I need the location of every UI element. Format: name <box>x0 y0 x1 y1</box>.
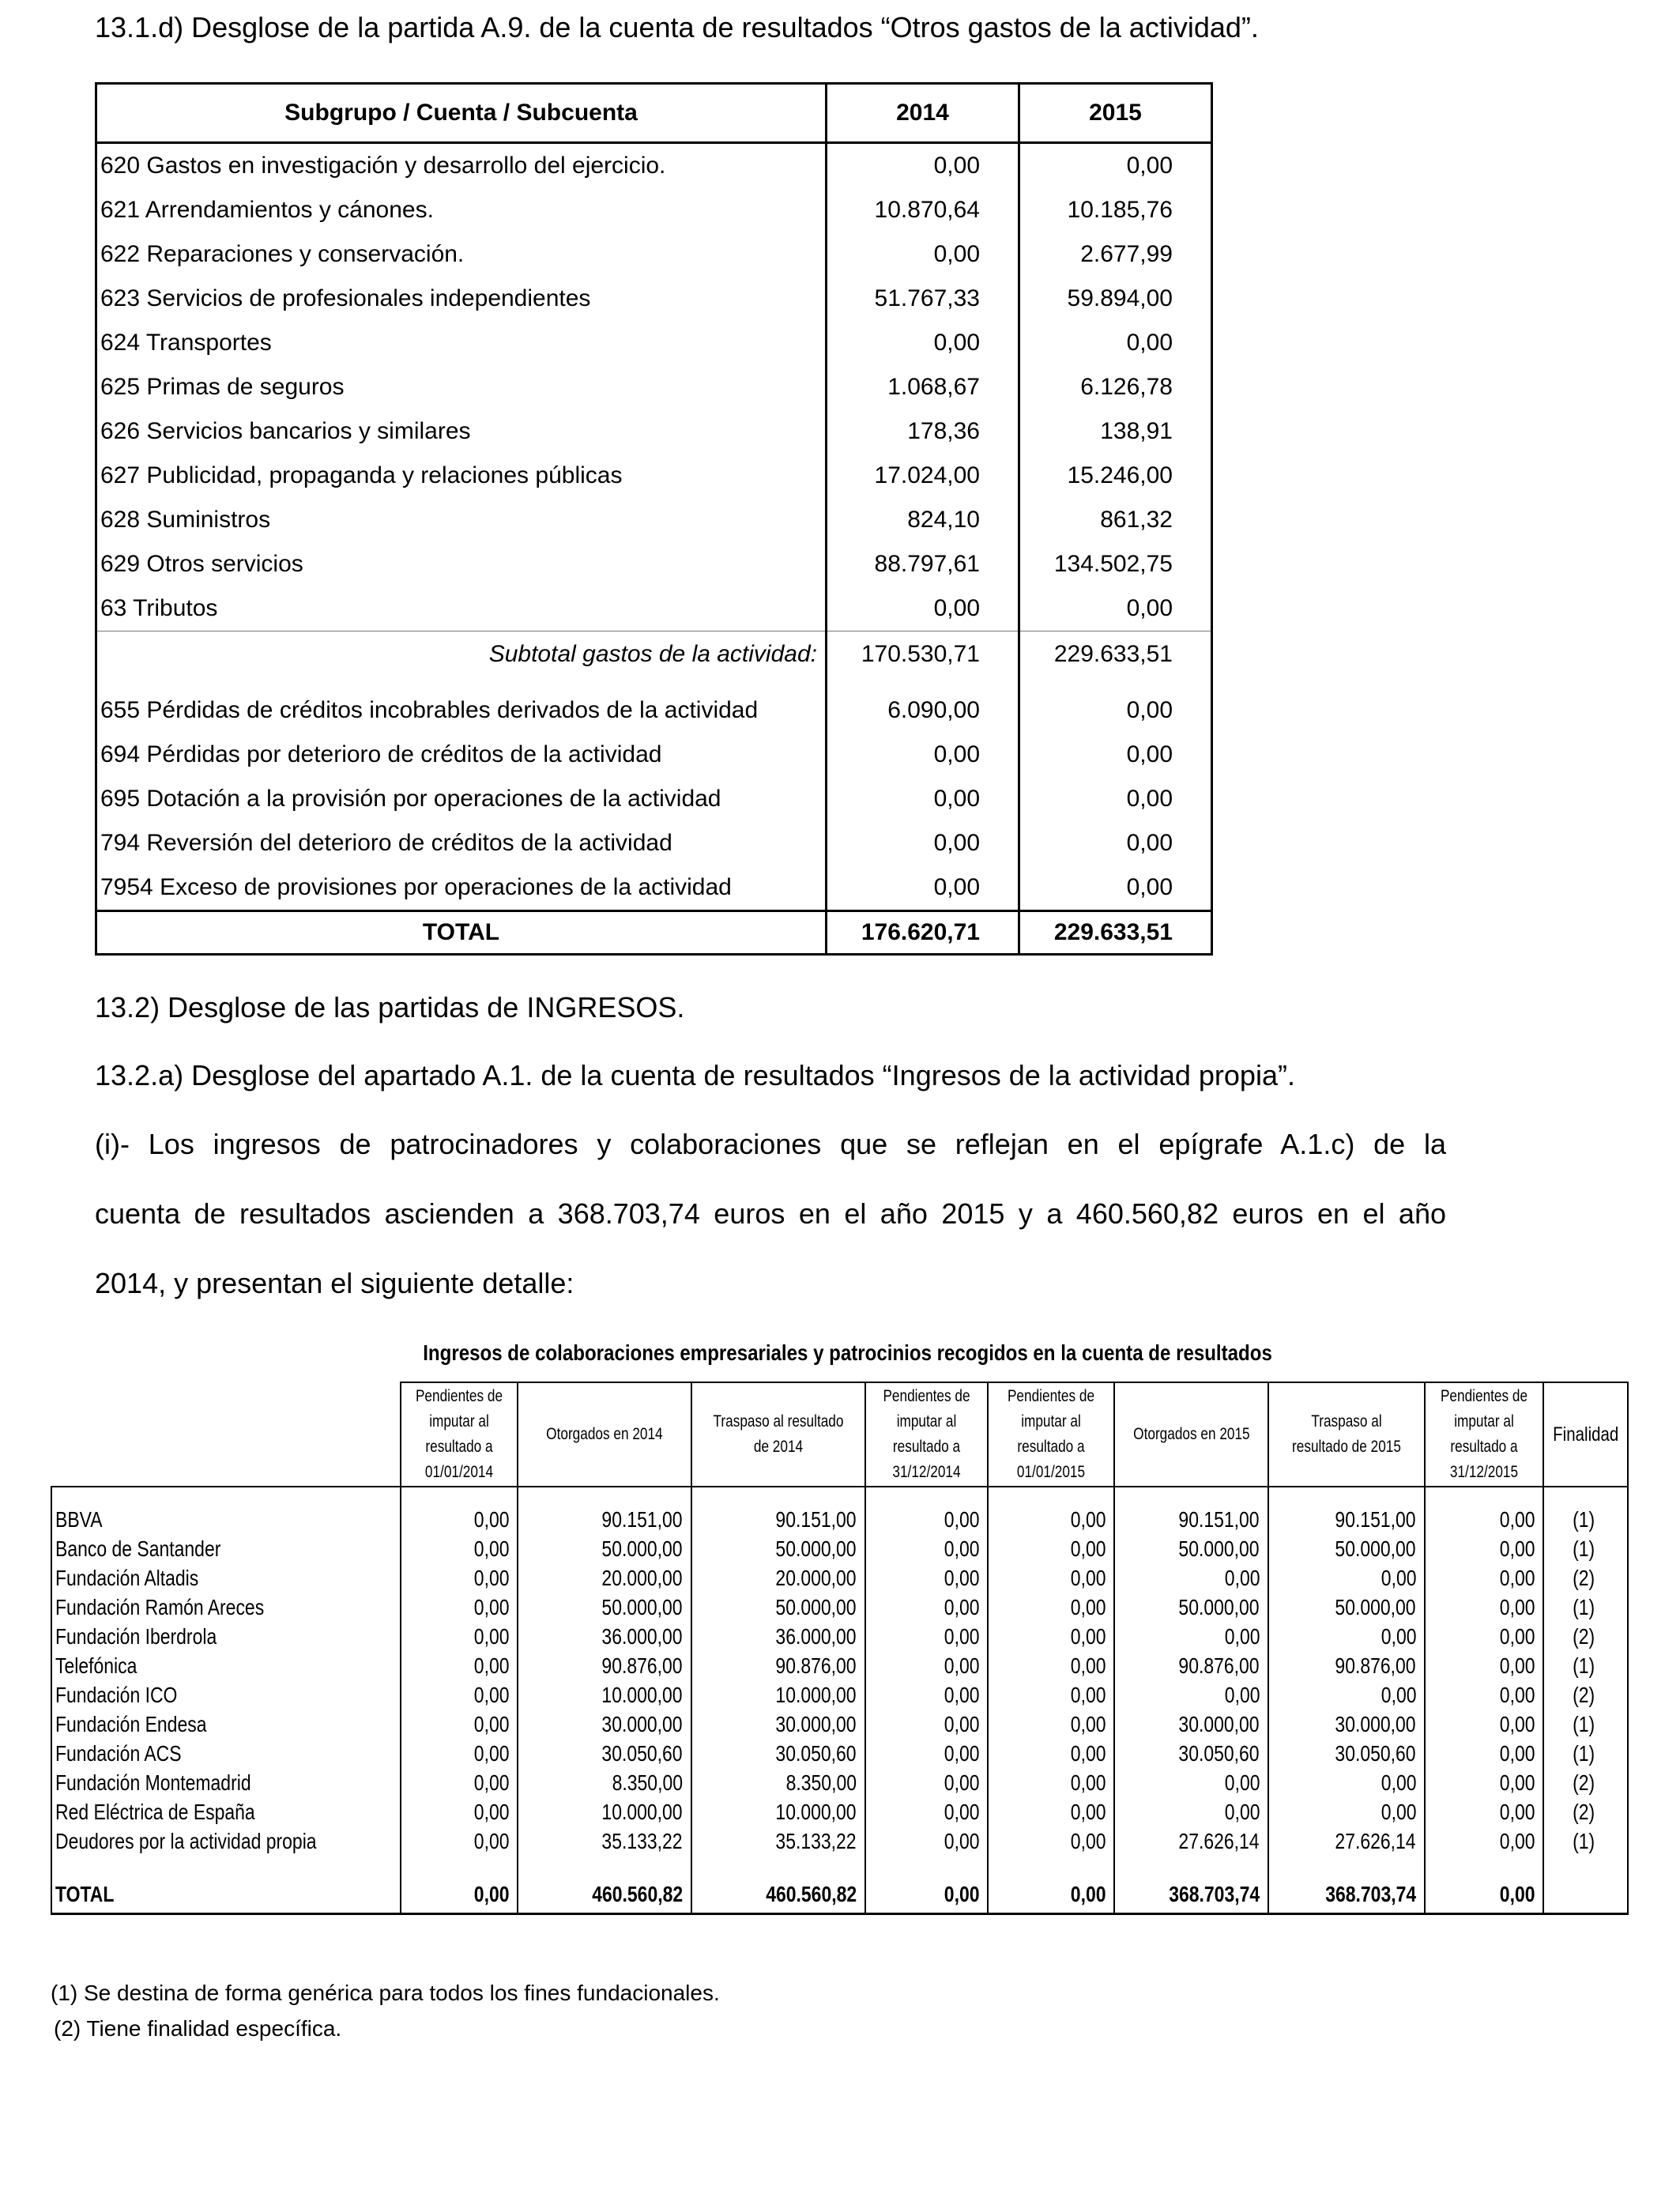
traspaso-2015-cell: 27.626,14 <box>1268 1826 1425 1856</box>
table-row <box>51 1680 1628 1710</box>
value-2014-cell: 88.797,61 <box>827 542 1019 586</box>
pendientes-01-01-2015-cell: 0,00 <box>988 1622 1114 1651</box>
header-traspaso-2015: Traspaso al resultado de 2015 <box>1268 1382 1425 1487</box>
spacer-cell <box>51 1856 401 1876</box>
paragraph-line: (i)- Los ingresos de patrocinadores y colaboraciones que se reflejan en el epígrafe A.1.c) de la <box>95 1128 1446 1160</box>
cuenta-cell: 655 Pérdidas de créditos incobrables derivados de la actividad <box>96 688 827 733</box>
header-empty <box>51 1382 401 1487</box>
otorgados-2014-cell: 90.151,00 <box>518 1505 691 1534</box>
table-row <box>96 365 1212 409</box>
finalidad-cell: (1) <box>1543 1593 1628 1622</box>
table-row <box>96 733 1212 777</box>
header-cuenta: Subgrupo / Cuenta / Subcuenta <box>96 84 827 143</box>
pendientes-01-01-2014-cell: 0,00 <box>401 1876 518 1914</box>
pendientes-01-01-2015-cell: 0,00 <box>988 1563 1114 1593</box>
pendientes-01-01-2015-cell: 0,00 <box>988 1680 1114 1710</box>
spacer-cell <box>1114 1856 1268 1876</box>
spacer-cell <box>1019 677 1212 688</box>
otorgados-2014-cell: 35.133,22 <box>518 1826 691 1856</box>
value-2015-cell: 0,00 <box>1019 733 1212 777</box>
table-header-row <box>51 1382 1628 1487</box>
table-row <box>96 277 1212 321</box>
otorgados-2014-cell: 36.000,00 <box>518 1622 691 1651</box>
pendientes-01-01-2015-cell: 0,00 <box>988 1797 1114 1826</box>
value-2015-cell: 229.633,51 <box>1019 911 1212 955</box>
otorgados-2014-cell: 8.350,00 <box>518 1768 691 1797</box>
pendientes-01-01-2015-cell: 0,00 <box>988 1826 1114 1856</box>
pendientes-31-12-2014-cell: 0,00 <box>865 1739 988 1768</box>
cuenta-cell: 626 Servicios bancarios y similares <box>96 409 827 454</box>
spacer-cell <box>988 1856 1114 1876</box>
footnote-1: (1) Se destina de forma genérica para todos los fines fundacionales. <box>51 1981 720 2005</box>
colaboraciones-table <box>51 1382 1629 1915</box>
pendientes-01-01-2014-cell: 0,00 <box>401 1826 518 1856</box>
traspaso-2014-cell: 10.000,00 <box>691 1797 865 1826</box>
traspaso-2014-cell: 90.151,00 <box>691 1505 865 1534</box>
value-2015-cell: 861,32 <box>1019 498 1212 542</box>
value-2015-cell: 15.246,00 <box>1019 454 1212 498</box>
spacer-cell <box>691 1487 865 1505</box>
spacer-row <box>51 1487 1628 1505</box>
pendientes-01-01-2014-cell: 0,00 <box>401 1651 518 1680</box>
pendientes-31-12-2015-cell: 0,00 <box>1425 1739 1543 1768</box>
pendientes-31-12-2014-cell: 0,00 <box>865 1768 988 1797</box>
traspaso-2014-cell: 50.000,00 <box>691 1593 865 1622</box>
spacer-cell <box>518 1856 691 1876</box>
pendientes-01-01-2014-cell: 0,00 <box>401 1505 518 1534</box>
finalidad-cell: (1) <box>1543 1651 1628 1680</box>
value-2014-cell: 824,10 <box>827 498 1019 542</box>
spacer-cell <box>1425 1487 1543 1505</box>
otorgados-2015-cell: 0,00 <box>1114 1680 1268 1710</box>
spacer-cell <box>1543 1856 1628 1876</box>
otorgados-2015-cell: 50.000,00 <box>1114 1534 1268 1563</box>
otorgados-2014-cell: 30.050,60 <box>518 1739 691 1768</box>
cuenta-cell: 695 Dotación a la provisión por operaciones de la actividad <box>96 777 827 821</box>
pendientes-31-12-2014-cell: 0,00 <box>865 1797 988 1826</box>
spacer-row <box>96 677 1212 688</box>
value-2014-cell: 17.024,00 <box>827 454 1019 498</box>
heading-13-2-a: 13.2.a) Desglose del apartado A.1. de la cuenta de resultados “Ingresos de la actividad propia”. <box>95 1059 1295 1091</box>
table-row <box>51 1534 1628 1563</box>
value-2015-cell: 0,00 <box>1019 777 1212 821</box>
traspaso-2015-cell: 50.000,00 <box>1268 1534 1425 1563</box>
pendientes-31-12-2014-cell: 0,00 <box>865 1710 988 1739</box>
pendientes-31-12-2015-cell: 0,00 <box>1425 1563 1543 1593</box>
pendientes-01-01-2015-cell: 0,00 <box>988 1505 1114 1534</box>
value-2015-cell: 2.677,99 <box>1019 232 1212 277</box>
pendientes-01-01-2014-cell: 0,00 <box>401 1563 518 1593</box>
spacer-cell <box>401 1487 518 1505</box>
spacer-cell <box>518 1487 691 1505</box>
otorgados-2014-cell: 10.000,00 <box>518 1680 691 1710</box>
otorgados-2015-cell: 27.626,14 <box>1114 1826 1268 1856</box>
cuenta-cell: TOTAL <box>96 911 827 955</box>
entidad-cell: Banco de Santander <box>51 1534 401 1563</box>
ingresos-paragraph <box>95 1110 1446 1318</box>
traspaso-2014-cell: 30.050,60 <box>691 1739 865 1768</box>
value-2015-cell: 0,00 <box>1019 688 1212 733</box>
traspaso-2014-cell: 30.000,00 <box>691 1710 865 1739</box>
spacer-cell <box>401 1856 518 1876</box>
otorgados-2015-cell: 368.703,74 <box>1114 1876 1268 1914</box>
value-2015-cell: 0,00 <box>1019 321 1212 365</box>
otorgados-2014-cell: 90.876,00 <box>518 1651 691 1680</box>
value-2014-cell: 51.767,33 <box>827 277 1019 321</box>
total-row <box>96 911 1212 955</box>
pendientes-31-12-2014-cell: 0,00 <box>865 1680 988 1710</box>
traspaso-2015-cell: 50.000,00 <box>1268 1593 1425 1622</box>
traspaso-2015-cell: 368.703,74 <box>1268 1876 1425 1914</box>
header-2015: 2015 <box>1019 84 1212 143</box>
spacer-cell <box>1425 1856 1543 1876</box>
pendientes-31-12-2014-cell: 0,00 <box>865 1505 988 1534</box>
header-pendientes-31-12-2014: Pendientes de imputar al resultado a 31/12/2014 <box>865 1382 988 1487</box>
subtotal-row <box>96 631 1212 678</box>
entidad-cell: TOTAL <box>51 1876 401 1914</box>
header-pendientes-31-12-2015: Pendientes de imputar al resultado a 31/12/2015 <box>1425 1382 1543 1487</box>
header-otorgados-2015: Otorgados en 2015 <box>1114 1382 1268 1487</box>
otorgados-2014-cell: 10.000,00 <box>518 1797 691 1826</box>
traspaso-2014-cell: 50.000,00 <box>691 1534 865 1563</box>
table-row <box>96 143 1212 189</box>
table-row <box>51 1710 1628 1739</box>
entidad-cell: BBVA <box>51 1505 401 1534</box>
otorgados-2015-cell: 0,00 <box>1114 1768 1268 1797</box>
cuenta-cell: Subtotal gastos de la actividad: <box>96 631 827 678</box>
table-row <box>51 1768 1628 1797</box>
cuenta-cell: 621 Arrendamientos y cánones. <box>96 188 827 232</box>
traspaso-2015-cell: 0,00 <box>1268 1563 1425 1593</box>
traspaso-2014-cell: 10.000,00 <box>691 1680 865 1710</box>
cuenta-cell: 63 Tributos <box>96 586 827 631</box>
pendientes-01-01-2015-cell: 0,00 <box>988 1710 1114 1739</box>
value-2014-cell: 170.530,71 <box>827 631 1019 678</box>
value-2014-cell: 10.870,64 <box>827 188 1019 232</box>
finalidad-cell <box>1543 1876 1628 1914</box>
table-row <box>51 1593 1628 1622</box>
value-2014-cell: 0,00 <box>827 586 1019 631</box>
otorgados-2014-cell: 30.000,00 <box>518 1710 691 1739</box>
value-2015-cell: 0,00 <box>1019 143 1212 189</box>
value-2015-cell: 10.185,76 <box>1019 188 1212 232</box>
pendientes-01-01-2014-cell: 0,00 <box>401 1739 518 1768</box>
spacer-cell <box>1268 1487 1425 1505</box>
spacer-cell <box>691 1856 865 1876</box>
table-row <box>96 542 1212 586</box>
pendientes-31-12-2015-cell: 0,00 <box>1425 1710 1543 1739</box>
otros-gastos-table <box>95 82 1213 956</box>
traspaso-2014-cell: 460.560,82 <box>691 1876 865 1914</box>
pendientes-31-12-2014-cell: 0,00 <box>865 1826 988 1856</box>
otorgados-2015-cell: 0,00 <box>1114 1797 1268 1826</box>
spacer-cell <box>865 1487 988 1505</box>
pendientes-01-01-2015-cell: 0,00 <box>988 1768 1114 1797</box>
table-row <box>51 1622 1628 1651</box>
table-row <box>96 454 1212 498</box>
value-2014-cell: 0,00 <box>827 865 1019 911</box>
value-2014-cell: 178,36 <box>827 409 1019 454</box>
pendientes-01-01-2014-cell: 0,00 <box>401 1593 518 1622</box>
entidad-cell: Fundación Altadis <box>51 1563 401 1593</box>
spacer-cell <box>51 1487 401 1505</box>
entidad-cell: Deudores por la actividad propia <box>51 1826 401 1856</box>
entidad-cell: Fundación ACS <box>51 1739 401 1768</box>
table-row <box>96 688 1212 733</box>
entidad-cell: Fundación ICO <box>51 1680 401 1710</box>
pendientes-31-12-2015-cell: 0,00 <box>1425 1593 1543 1622</box>
finalidad-cell: (1) <box>1543 1710 1628 1739</box>
otorgados-2014-cell: 460.560,82 <box>518 1876 691 1914</box>
table-row <box>96 865 1212 911</box>
value-2015-cell: 0,00 <box>1019 865 1212 911</box>
traspaso-2015-cell: 0,00 <box>1268 1768 1425 1797</box>
table-row <box>96 409 1212 454</box>
spacer-cell <box>1268 1856 1425 1876</box>
cuenta-cell: 622 Reparaciones y conservación. <box>96 232 827 277</box>
pendientes-01-01-2015-cell: 0,00 <box>988 1534 1114 1563</box>
table-row <box>96 821 1212 865</box>
finalidad-cell: (1) <box>1543 1739 1628 1768</box>
value-2014-cell: 6.090,00 <box>827 688 1019 733</box>
pendientes-31-12-2015-cell: 0,00 <box>1425 1680 1543 1710</box>
header-pendientes-01-01-2015: Pendientes de imputar al resultado a 01/01/2015 <box>988 1382 1114 1487</box>
cuenta-cell: 625 Primas de seguros <box>96 365 827 409</box>
entidad-cell: Fundación Montemadrid <box>51 1768 401 1797</box>
finalidad-cell: (2) <box>1543 1563 1628 1593</box>
entidad-cell: Fundación Iberdrola <box>51 1622 401 1651</box>
otorgados-2015-cell: 30.000,00 <box>1114 1710 1268 1739</box>
table-row <box>96 586 1212 631</box>
traspaso-2015-cell: 0,00 <box>1268 1680 1425 1710</box>
cuenta-cell: 623 Servicios de profesionales independientes <box>96 277 827 321</box>
spacer-cell <box>865 1856 988 1876</box>
value-2014-cell: 0,00 <box>827 777 1019 821</box>
traspaso-2014-cell: 8.350,00 <box>691 1768 865 1797</box>
spacer-cell <box>1114 1487 1268 1505</box>
traspaso-2014-cell: 36.000,00 <box>691 1622 865 1651</box>
cuenta-cell: 794 Reversión del deterioro de créditos de la actividad <box>96 821 827 865</box>
traspaso-2015-cell: 0,00 <box>1268 1797 1425 1826</box>
pendientes-31-12-2015-cell: 0,00 <box>1425 1768 1543 1797</box>
pendientes-31-12-2014-cell: 0,00 <box>865 1876 988 1914</box>
finalidad-cell: (1) <box>1543 1826 1628 1856</box>
pendientes-01-01-2014-cell: 0,00 <box>401 1797 518 1826</box>
entidad-cell: Fundación Endesa <box>51 1710 401 1739</box>
value-2015-cell: 229.633,51 <box>1019 631 1212 678</box>
finalidad-cell: (1) <box>1543 1505 1628 1534</box>
traspaso-2015-cell: 90.151,00 <box>1268 1505 1425 1534</box>
finalidad-cell: (2) <box>1543 1622 1628 1651</box>
value-2015-cell: 0,00 <box>1019 586 1212 631</box>
pendientes-31-12-2015-cell: 0,00 <box>1425 1622 1543 1651</box>
finalidad-cell: (2) <box>1543 1680 1628 1710</box>
spacer-cell <box>1543 1487 1628 1505</box>
pendientes-31-12-2015-cell: 0,00 <box>1425 1876 1543 1914</box>
total-row <box>51 1876 1628 1914</box>
pendientes-31-12-2015-cell: 0,00 <box>1425 1505 1543 1534</box>
value-2015-cell: 6.126,78 <box>1019 365 1212 409</box>
pendientes-01-01-2015-cell: 0,00 <box>988 1651 1114 1680</box>
header-finalidad: Finalidad <box>1543 1382 1628 1487</box>
value-2014-cell: 1.068,67 <box>827 365 1019 409</box>
pendientes-01-01-2015-cell: 0,00 <box>988 1739 1114 1768</box>
pendientes-01-01-2015-cell: 0,00 <box>988 1593 1114 1622</box>
cuenta-cell: 627 Publicidad, propaganda y relaciones públicas <box>96 454 827 498</box>
header-2014: 2014 <box>827 84 1019 143</box>
pendientes-31-12-2015-cell: 0,00 <box>1425 1826 1543 1856</box>
entidad-cell: Telefónica <box>51 1651 401 1680</box>
pendientes-01-01-2015-cell: 0,00 <box>988 1876 1114 1914</box>
traspaso-2014-cell: 35.133,22 <box>691 1826 865 1856</box>
spacer-cell <box>827 677 1019 688</box>
otorgados-2014-cell: 20.000,00 <box>518 1563 691 1593</box>
paragraph-line: cuenta de resultados ascienden a 368.703,74 euros en el año 2015 y a 460.560,82 euros en el año <box>95 1197 1446 1230</box>
cuenta-cell: 624 Transportes <box>96 321 827 365</box>
pendientes-31-12-2014-cell: 0,00 <box>865 1651 988 1680</box>
table-row <box>51 1826 1628 1856</box>
colaboraciones-table-title: Ingresos de colaboraciones empresariales y patrocinios recogidos en la cuenta de resultados <box>423 1340 1272 1365</box>
traspaso-2014-cell: 90.876,00 <box>691 1651 865 1680</box>
table-row <box>51 1505 1628 1534</box>
table-row <box>96 498 1212 542</box>
entidad-cell: Fundación Ramón Areces <box>51 1593 401 1622</box>
traspaso-2015-cell: 30.050,60 <box>1268 1739 1425 1768</box>
finalidad-cell: (2) <box>1543 1797 1628 1826</box>
table-row <box>96 321 1212 365</box>
spacer-cell <box>988 1487 1114 1505</box>
entidad-cell: Red Eléctrica de España <box>51 1797 401 1826</box>
table-row <box>51 1739 1628 1768</box>
pendientes-31-12-2014-cell: 0,00 <box>865 1563 988 1593</box>
value-2015-cell: 138,91 <box>1019 409 1212 454</box>
value-2015-cell: 134.502,75 <box>1019 542 1212 586</box>
otorgados-2014-cell: 50.000,00 <box>518 1593 691 1622</box>
pendientes-01-01-2014-cell: 0,00 <box>401 1680 518 1710</box>
pendientes-01-01-2014-cell: 0,00 <box>401 1710 518 1739</box>
table-row <box>51 1797 1628 1826</box>
spacer-cell <box>96 677 827 688</box>
traspaso-2015-cell: 0,00 <box>1268 1622 1425 1651</box>
pendientes-01-01-2014-cell: 0,00 <box>401 1768 518 1797</box>
otorgados-2014-cell: 50.000,00 <box>518 1534 691 1563</box>
traspaso-2015-cell: 30.000,00 <box>1268 1710 1425 1739</box>
traspaso-2014-cell: 20.000,00 <box>691 1563 865 1593</box>
table-row <box>96 777 1212 821</box>
pendientes-31-12-2014-cell: 0,00 <box>865 1622 988 1651</box>
value-2014-cell: 176.620,71 <box>827 911 1019 955</box>
header-pendientes-01-01-2014: Pendientes de imputar al resultado a 01/01/2014 <box>401 1382 518 1487</box>
cuenta-cell: 629 Otros servicios <box>96 542 827 586</box>
finalidad-cell: (2) <box>1543 1768 1628 1797</box>
cuenta-cell: 628 Suministros <box>96 498 827 542</box>
cuenta-cell: 7954 Exceso de provisiones por operaciones de la actividad <box>96 865 827 911</box>
table-header-row <box>96 84 1212 143</box>
cuenta-cell: 694 Pérdidas por deterioro de créditos de la actividad <box>96 733 827 777</box>
heading-13-2: 13.2) Desglose de las partidas de INGRESOS. <box>95 991 685 1023</box>
value-2014-cell: 0,00 <box>827 143 1019 189</box>
heading-13-1-d: 13.1.d) Desglose de la partida A.9. de la cuenta de resultados “Otros gastos de la actividad”. <box>95 11 1259 43</box>
value-2015-cell: 59.894,00 <box>1019 277 1212 321</box>
pendientes-01-01-2014-cell: 0,00 <box>401 1622 518 1651</box>
otorgados-2015-cell: 50.000,00 <box>1114 1593 1268 1622</box>
otorgados-2015-cell: 0,00 <box>1114 1563 1268 1593</box>
otorgados-2015-cell: 90.876,00 <box>1114 1651 1268 1680</box>
paragraph-line: 2014, y presentan el siguiente detalle: <box>95 1267 574 1299</box>
table-row <box>51 1563 1628 1593</box>
value-2014-cell: 0,00 <box>827 733 1019 777</box>
value-2014-cell: 0,00 <box>827 821 1019 865</box>
pendientes-31-12-2014-cell: 0,00 <box>865 1534 988 1563</box>
pendientes-31-12-2015-cell: 0,00 <box>1425 1651 1543 1680</box>
value-2015-cell: 0,00 <box>1019 821 1212 865</box>
otorgados-2015-cell: 30.050,60 <box>1114 1739 1268 1768</box>
pendientes-31-12-2014-cell: 0,00 <box>865 1593 988 1622</box>
pendientes-31-12-2015-cell: 0,00 <box>1425 1534 1543 1563</box>
table-row <box>96 232 1212 277</box>
spacer-row <box>51 1856 1628 1876</box>
header-otorgados-2014: Otorgados en 2014 <box>518 1382 691 1487</box>
otorgados-2015-cell: 90.151,00 <box>1114 1505 1268 1534</box>
pendientes-31-12-2015-cell: 0,00 <box>1425 1797 1543 1826</box>
table-row <box>51 1651 1628 1680</box>
value-2014-cell: 0,00 <box>827 321 1019 365</box>
footnote-2: (2) Tiene finalidad específica. <box>54 2016 342 2041</box>
table-row <box>96 188 1212 232</box>
cuenta-cell: 620 Gastos en investigación y desarrollo del ejercicio. <box>96 143 827 189</box>
finalidad-cell: (1) <box>1543 1534 1628 1563</box>
traspaso-2015-cell: 90.876,00 <box>1268 1651 1425 1680</box>
header-traspaso-2014: Traspaso al resultado de 2014 <box>691 1382 865 1487</box>
otorgados-2015-cell: 0,00 <box>1114 1622 1268 1651</box>
value-2014-cell: 0,00 <box>827 232 1019 277</box>
pendientes-01-01-2014-cell: 0,00 <box>401 1534 518 1563</box>
